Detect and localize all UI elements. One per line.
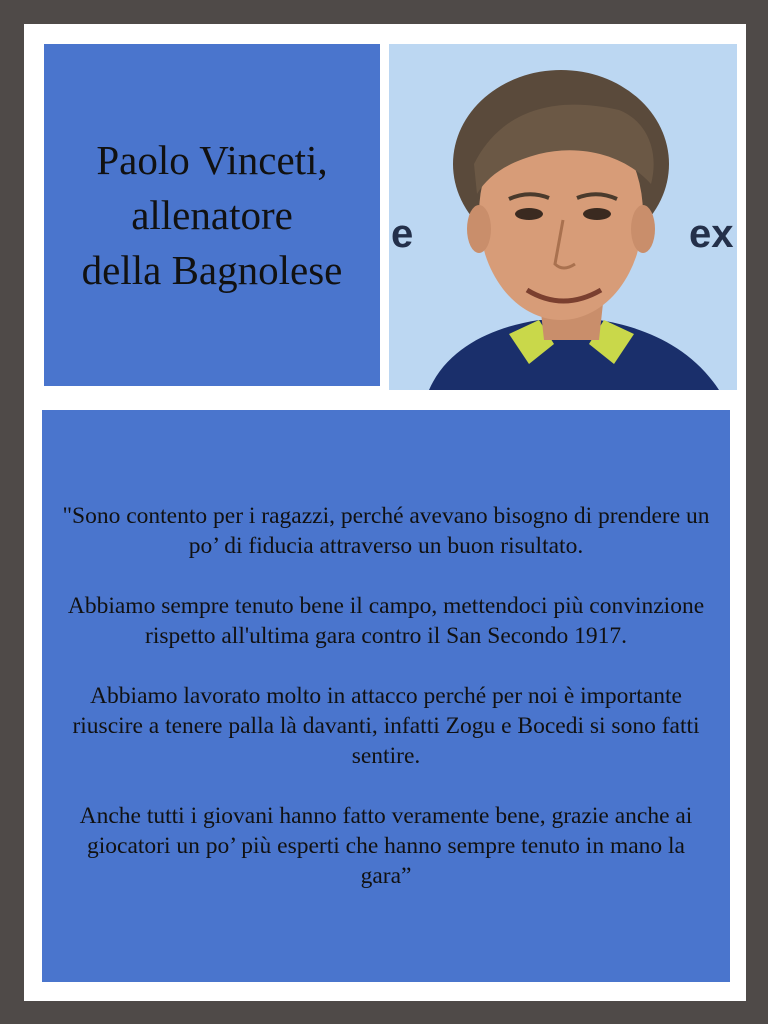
- quote-panel: [42, 410, 730, 982]
- right-ear: [631, 205, 655, 253]
- quote-text: [61, 501, 711, 891]
- page-title: Paolo Vinceti, allenatore della Bagnolese: [81, 136, 343, 293]
- poster-frame: [24, 24, 746, 1001]
- portrait-image: [389, 44, 737, 390]
- quote-paragraph-1: "Sono contento per i ragazzi, perché avevano bisogno di prendere un po’ di fiducia attraverso un buon risultato.: [62, 503, 710, 559]
- title-panel: [44, 44, 380, 386]
- background-sign-letter-right: ex: [689, 212, 734, 256]
- quote-paragraph-2: Abbiamo sempre tenuto bene il campo, mettendoci più convinzione rispetto all'ultima gara contro il San Secondo 1917.: [67, 593, 705, 649]
- left-eye: [515, 208, 543, 220]
- portrait-photo: [389, 44, 737, 390]
- background-sign-letter-left: e: [391, 212, 414, 256]
- left-ear: [467, 205, 491, 253]
- right-eye: [583, 208, 611, 220]
- quote-paragraph-3: Abbiamo lavorato molto in attacco perché per noi è importante riuscire a tenere palla là davanti, infatti Zogu e Bocedi si sono fatti sentire.: [72, 683, 700, 769]
- quote-paragraph-4: Anche tutti i giovani hanno fatto veramente bene, grazie anche ai giocatori un po’ più esperti che hanno sempre tenuto in mano la gara”: [79, 803, 693, 889]
